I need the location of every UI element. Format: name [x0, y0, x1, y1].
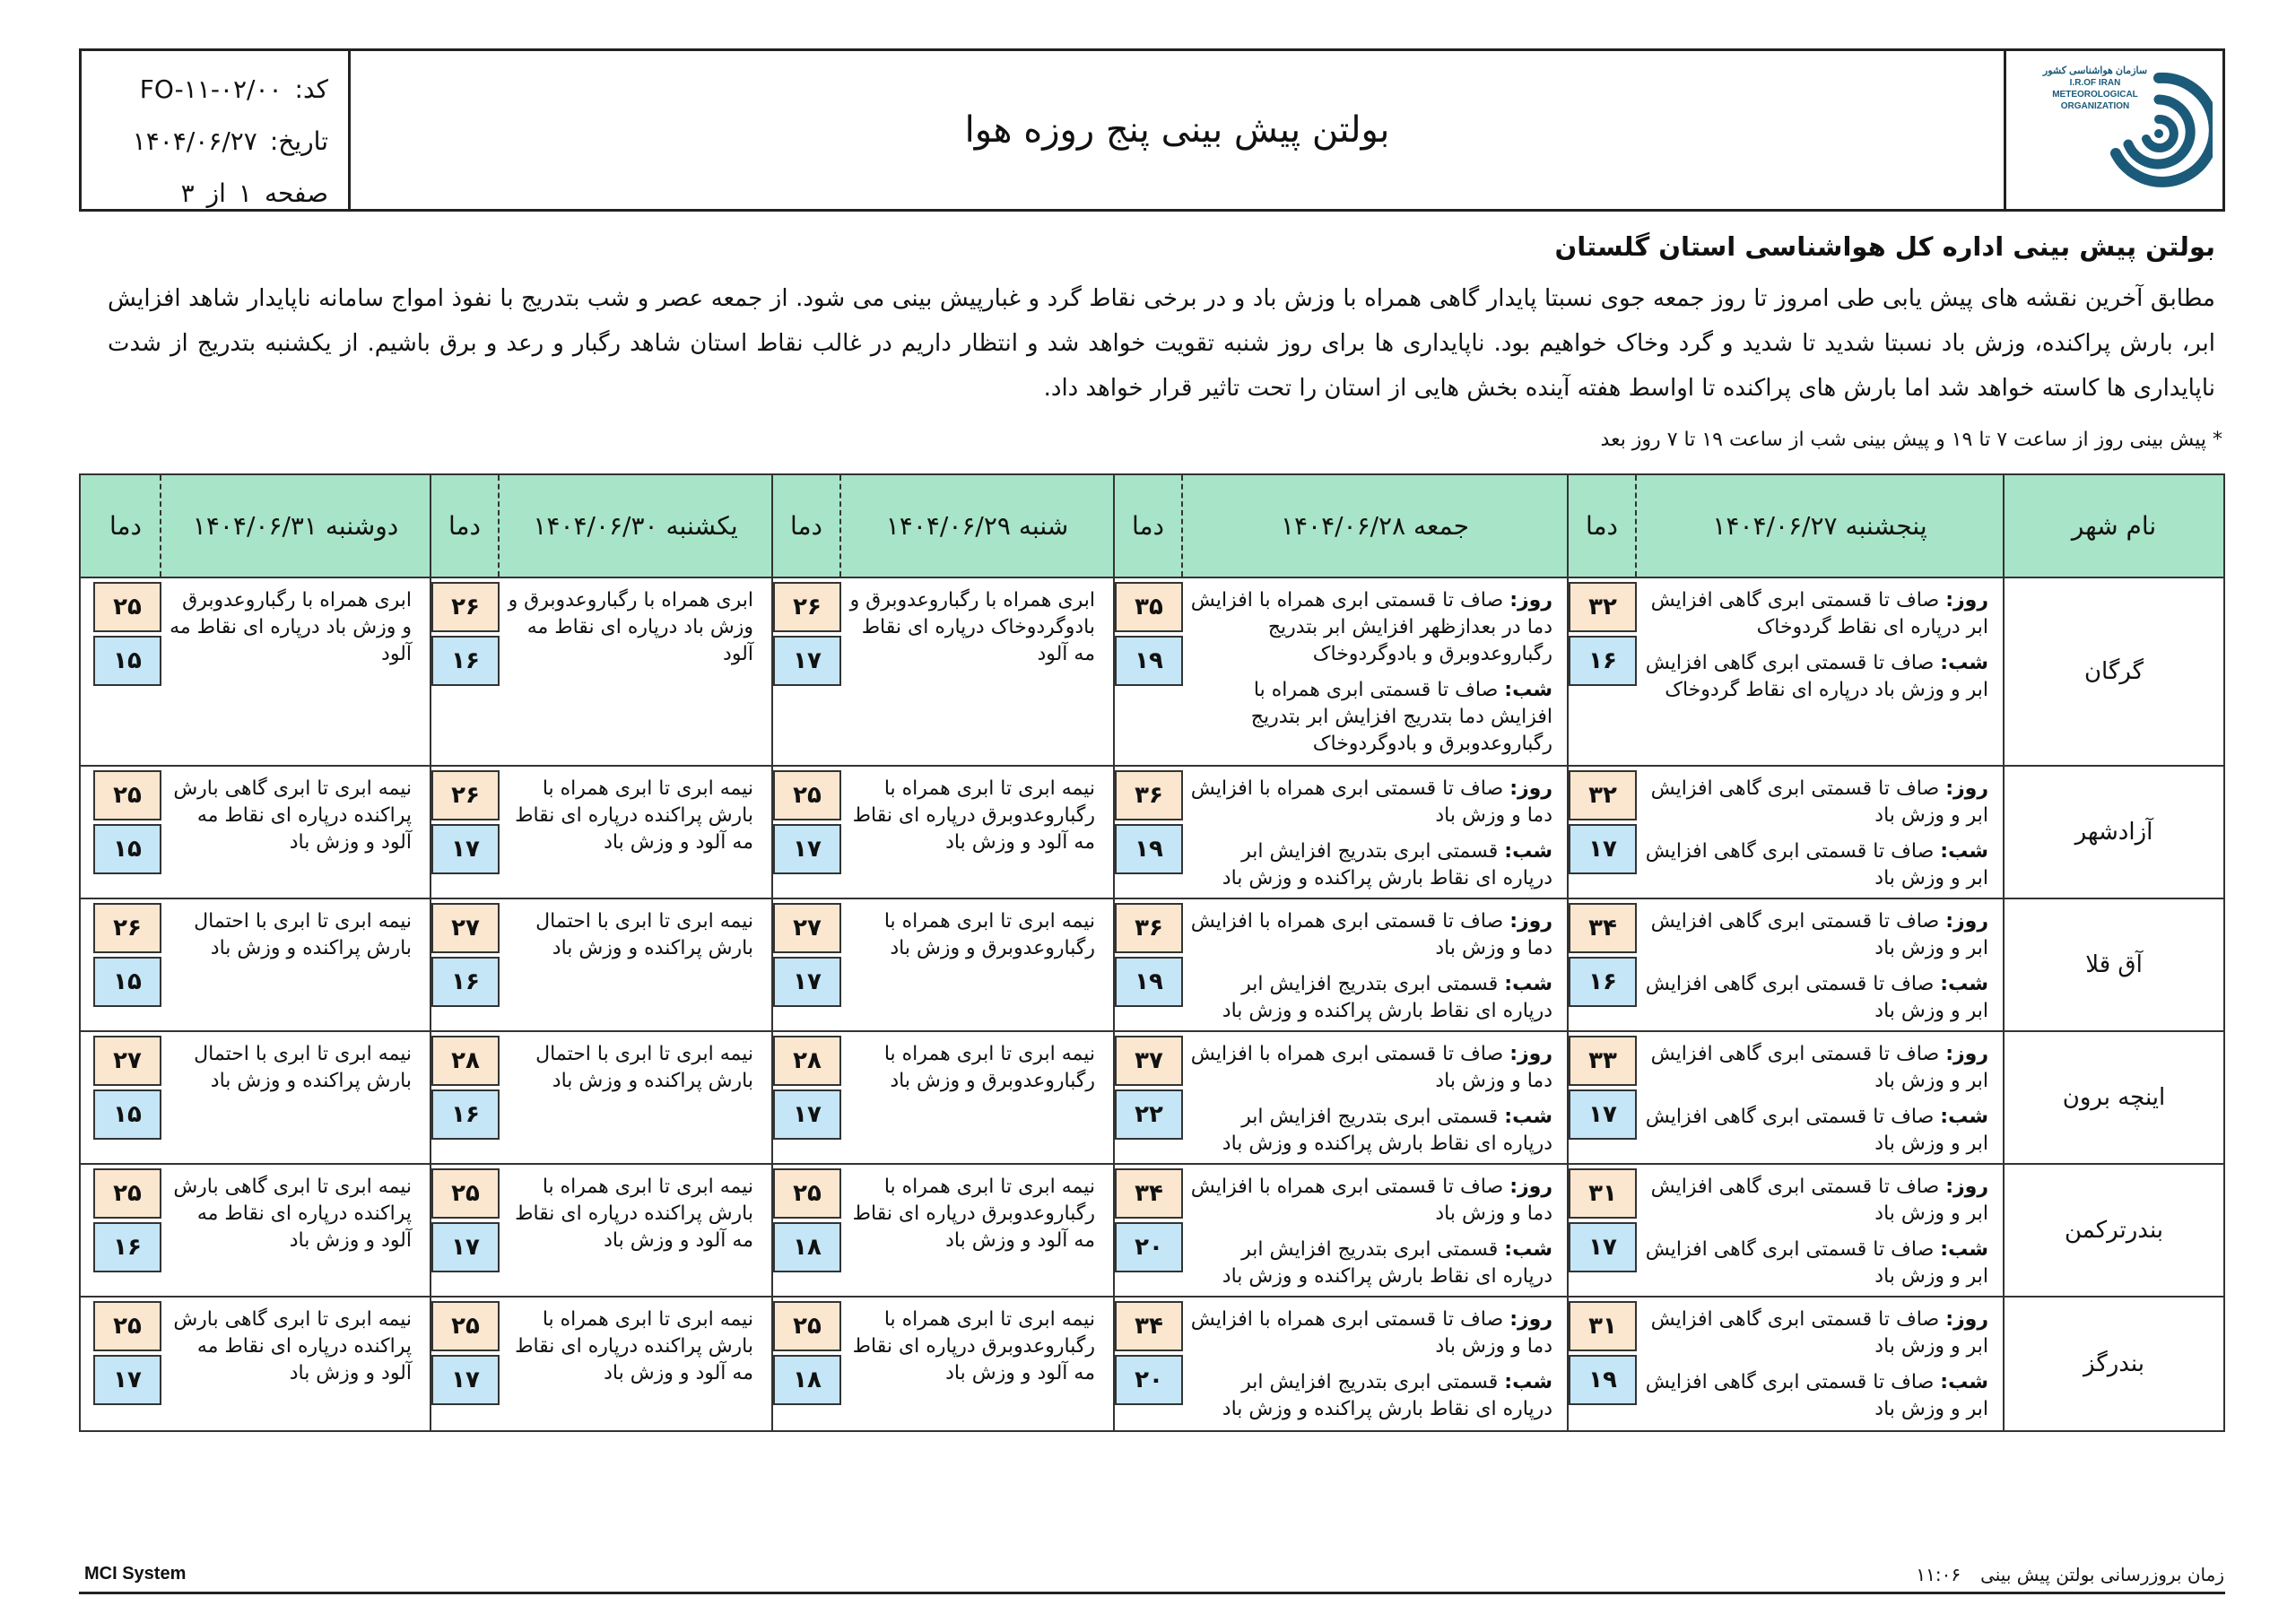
night-label: شب: — [1940, 1106, 1988, 1128]
temp-cell-day-2 — [1113, 1032, 1183, 1163]
max-temp: ۲۸ — [773, 1036, 841, 1086]
table-row — [81, 578, 2223, 767]
min-temp: ۱۷ — [1569, 824, 1637, 874]
max-temp: ۲۶ — [431, 582, 500, 632]
day-forecast — [1644, 1306, 1988, 1360]
forecast-summary — [108, 231, 2215, 411]
night-forecast — [1190, 838, 1552, 892]
temp-cell-day-2 — [1113, 767, 1183, 898]
code-row — [82, 64, 328, 116]
day-label: روز: — [1945, 910, 1988, 933]
day-label: روز: — [1945, 589, 1988, 612]
update-time: ۱۱:۰۶ — [1916, 1564, 1961, 1585]
min-temp: ۱۸ — [773, 1355, 841, 1405]
night-forecast — [1644, 1369, 1988, 1423]
day-forecast-text: صاف تا قسمتی ابری گاهی افزایش ابر و وزش باد — [1650, 1176, 1988, 1225]
city-name: گرگان — [2003, 578, 2223, 765]
night-forecast — [1644, 838, 1988, 892]
forecast-day-2 — [1183, 767, 1567, 898]
night-forecast-text: قسمتی ابری بتدریج افزایش ابر درپاره ای نقاط بارش پراکنده و وزش باد — [1222, 973, 1552, 1022]
temp-cell-day-3 — [771, 899, 841, 1030]
night-forecast-text: قسمتی ابری بتدریج افزایش ابر درپاره ای نقاط بارش پراکنده و وزش باد — [1222, 840, 1552, 890]
table-row — [81, 899, 2223, 1032]
min-temp: ۱۷ — [773, 824, 841, 874]
logo-line-2: METEOROLOGICAL — [2052, 90, 2138, 100]
min-temp: ۱۹ — [1115, 636, 1183, 686]
night-forecast — [1644, 1104, 1988, 1158]
temp-2-header: دما — [1113, 475, 1183, 577]
max-temp: ۳۴ — [1569, 903, 1637, 953]
forecast-day-2 — [1183, 1165, 1567, 1296]
forecast-day-2 — [1183, 1032, 1567, 1163]
temp-cell-day-1 — [1567, 767, 1637, 898]
forecast-day-4 — [500, 1165, 771, 1296]
day-1-header: پنجشنبه ۱۴۰۴/۰۶/۲۷ — [1712, 511, 1927, 541]
forecast-text: نیمه ابری تا ابری با احتمال بارش پراکنده و وزش باد — [535, 1043, 753, 1092]
forecast-day-1 — [1637, 899, 2003, 1030]
night-forecast-text: صاف تا قسمتی ابری گاهی افزایش ابر و وزش باد — [1645, 1238, 1988, 1288]
min-temp: ۱۶ — [1569, 957, 1637, 1007]
night-forecast-text: صاف تا قسمتی ابری گاهی افزایش ابر و وزش باد درپاره ای نقاط گردوخاک — [1645, 652, 1988, 701]
bulletin-header — [79, 48, 2225, 212]
city-column-header: نام شهر — [2003, 475, 2223, 577]
city-name: آزادشهر — [2003, 767, 2223, 898]
summary-text: مطابق آخرین نقشه های پیش یابی طی امروز تا روز جمعه جوی نسبتا پایدار گاهی همراه با وزش باد و در برخی نقاط گرد و غبارپیش بینی می شود. از جمعه عصر و شب بتدریج با نفوذ امواج سامانه ناپایدار شاهد افزایش ابر، بارش پراکنده، وزش باد نسبتا شدید تا شدید و گرد وخاک خواهیم بود. ناپایداری ها برای روز شنبه تقویت خواهد شد و انتظار داریم در غالب نقاط استان شاهد رگبار و رعد و برق باشیم. از یکشنبه بتدریج از شدت ناپایداری ها کاسته خواهد شد اما بارش های پراکنده تا اواسط هفته آینده بخش هایی از استان را تحت تاثیر قرار خواهد داد. — [108, 285, 2215, 402]
forecast-day-2 — [1183, 899, 1567, 1030]
temp-cell-day-2 — [1113, 1298, 1183, 1430]
night-label: شب: — [1504, 679, 1552, 701]
night-label: شب: — [1504, 973, 1552, 995]
max-temp: ۲۵ — [431, 1168, 500, 1219]
min-temp: ۱۵ — [93, 824, 161, 874]
forecast-text: نیمه ابری تا ابری با احتمال بارش پراکنده و وزش باد — [194, 1043, 412, 1092]
forecast-day-5 — [161, 1032, 430, 1163]
day-label: روز: — [1945, 1043, 1988, 1065]
day-label: روز: — [1509, 777, 1552, 800]
system-name: MCI System — [84, 1564, 187, 1584]
min-temp: ۱۸ — [773, 1222, 841, 1272]
night-forecast — [1190, 1237, 1552, 1290]
forecast-day-5 — [161, 1165, 430, 1296]
temp-cell-day-1 — [1567, 1032, 1637, 1163]
day-forecast-text: صاف تا قسمتی ابری همراه با افزایش دما و وزش باد — [1190, 777, 1552, 827]
max-temp: ۳۷ — [1115, 1036, 1183, 1086]
update-info — [1916, 1564, 2224, 1585]
max-temp: ۳۳ — [1569, 1036, 1637, 1086]
table-header-row — [81, 475, 2223, 578]
day-forecast-text: صاف تا قسمتی ابری همراه با افزایش دما و وزش باد — [1190, 910, 1552, 959]
night-forecast-text: قسمتی ابری بتدریج افزایش ابر درپاره ای نقاط بارش پراکنده و وزش باد — [1222, 1238, 1552, 1288]
forecast-day-4 — [500, 1298, 771, 1430]
day-forecast-text: صاف تا قسمتی ابری گاهی افزایش ابر و وزش باد — [1650, 1308, 1988, 1358]
organization-logo — [2004, 51, 2222, 209]
min-temp: ۱۶ — [1569, 636, 1637, 686]
max-temp: ۳۶ — [1115, 770, 1183, 820]
code-value: FO-۱۱-۰۲/۰۰ — [139, 74, 283, 104]
day-forecast — [1644, 1174, 1988, 1228]
day-forecast-text: صاف تا قسمتی ابری همراه با افزایش دما و وزش باد — [1190, 1043, 1552, 1092]
day-label: روز: — [1509, 1176, 1552, 1198]
forecast-day-3 — [841, 1298, 1113, 1430]
night-forecast-text: صاف تا قسمتی ابری گاهی افزایش ابر و وزش باد — [1645, 973, 1988, 1022]
temp-cell-day-3 — [771, 1298, 841, 1430]
max-temp: ۲۵ — [773, 1168, 841, 1219]
table-row — [81, 1165, 2223, 1298]
temp-cell-day-5 — [91, 1298, 161, 1430]
temp-cell-day-4 — [430, 767, 500, 898]
forecast-day-3 — [841, 578, 1113, 765]
date-row — [82, 116, 328, 168]
temp-cell-day-3 — [771, 578, 841, 765]
day-forecast-text: صاف تا قسمتی ابری گاهی افزایش ابر و وزش باد — [1650, 1043, 1988, 1092]
day-label: روز: — [1509, 1308, 1552, 1331]
page-title: بولتن پیش بینی پنج روزه هوا — [964, 109, 1390, 151]
logo-persian-name: سازمان هواشناسی کشور — [2042, 65, 2148, 76]
forecast-table — [79, 473, 2225, 1432]
min-temp: ۱۷ — [1569, 1222, 1637, 1272]
day-forecast-text: صاف تا قسمتی ابری گاهی افزایش ابر درپاره ای نقاط گردوخاک — [1650, 589, 1988, 638]
night-forecast — [1644, 971, 1988, 1025]
night-label: شب: — [1940, 973, 1988, 995]
night-forecast — [1190, 1104, 1552, 1158]
forecast-text: نیمه ابری تا ابری گاهی بارش پراکنده درپاره ای نقاط مه آلود و وزش باد — [173, 1176, 412, 1252]
temp-cell-day-5 — [91, 899, 161, 1030]
max-temp: ۲۷ — [93, 1036, 161, 1086]
forecast-day-3 — [841, 899, 1113, 1030]
night-label: شب: — [1504, 1238, 1552, 1261]
forecast-text: نیمه ابری تا ابری همراه با رگباروعدوبرق درپاره ای نقاط مه آلود و وزش باد — [852, 1176, 1095, 1252]
night-label: شب: — [1940, 652, 1988, 674]
forecast-text: ابری همراه با رگباروعدوبرق و وزش باد درپاره ای نقاط مه آلود — [508, 589, 753, 665]
min-temp: ۱۷ — [1569, 1089, 1637, 1140]
table-row — [81, 1298, 2223, 1430]
night-forecast — [1644, 650, 1988, 704]
forecast-text: نیمه ابری تا ابری همراه با رگباروعدوبرق و وزش باد — [883, 1043, 1095, 1092]
page-of-label: از — [206, 178, 226, 208]
forecast-day-1 — [1637, 1298, 2003, 1430]
min-temp: ۱۵ — [93, 636, 161, 686]
temp-5-header: دما — [91, 475, 161, 577]
temp-cell-day-2 — [1113, 1165, 1183, 1296]
night-forecast-text: قسمتی ابری بتدریج افزایش ابر درپاره ای نقاط بارش پراکنده و وزش باد — [1222, 1371, 1552, 1420]
day-4-header: یکشنبه ۱۴۰۴/۰۶/۳۰ — [533, 511, 738, 541]
city-name: بندرترکمن — [2003, 1165, 2223, 1296]
page-row — [82, 168, 328, 220]
forecast-time-note: * پیش بینی روز از ساعت ۷ تا ۱۹ و پیش بینی شب از ساعت ۱۹ تا ۷ روز بعد — [1600, 429, 2222, 451]
min-temp: ۲۰ — [1115, 1355, 1183, 1405]
max-temp: ۲۵ — [93, 1168, 161, 1219]
night-label: شب: — [1504, 840, 1552, 863]
min-temp: ۲۰ — [1115, 1222, 1183, 1272]
forecast-text: نیمه ابری تا ابری همراه با رگباروعدوبرق و وزش باد — [883, 910, 1095, 959]
date-value: ۱۴۰۴/۰۶/۲۷ — [132, 126, 257, 156]
day-forecast — [1190, 587, 1552, 668]
page-label: صفحه — [264, 178, 328, 208]
logo-line-3: ORGANIZATION — [2060, 101, 2130, 111]
spiral-logo-icon — [2105, 67, 2213, 202]
min-temp: ۱۷ — [431, 1222, 500, 1272]
day-3-header: شنبه ۱۴۰۴/۰۶/۲۹ — [885, 511, 1069, 541]
temp-cell-day-2 — [1113, 899, 1183, 1030]
logo-line-1: I.R.OF IRAN — [2069, 78, 2121, 88]
forecast-day-1 — [1637, 578, 2003, 765]
night-label: شب: — [1940, 1371, 1988, 1393]
day-forecast — [1190, 1306, 1552, 1360]
forecast-text: ابری همراه با رگباروعدوبرق و بادوگردوخاک درپاره ای نقاط مه آلود — [849, 589, 1095, 665]
forecast-day-2 — [1183, 1298, 1567, 1430]
table-body — [81, 578, 2223, 1430]
max-temp: ۲۸ — [431, 1036, 500, 1086]
max-temp: ۲۵ — [93, 1301, 161, 1351]
day-forecast-text: صاف تا قسمتی ابری همراه با افزایش دما در بعدازظهر افزایش ابر بتدریج رگباروعدوبرق و بادوگردوخاک — [1190, 589, 1552, 665]
min-temp: ۱۶ — [431, 957, 500, 1007]
day-label: روز: — [1945, 777, 1988, 800]
night-forecast-text: قسمتی ابری بتدریج افزایش ابر درپاره ای نقاط بارش پراکنده و وزش باد — [1222, 1106, 1552, 1155]
min-temp: ۲۲ — [1115, 1089, 1183, 1140]
forecast-text: نیمه ابری تا ابری گاهی بارش پراکنده درپاره ای نقاط مه آلود و وزش باد — [173, 777, 412, 854]
night-forecast — [1644, 1237, 1988, 1290]
night-forecast — [1190, 971, 1552, 1025]
temp-cell-day-1 — [1567, 1298, 1637, 1430]
document-meta — [82, 51, 351, 209]
temp-cell-day-3 — [771, 767, 841, 898]
max-temp: ۲۶ — [431, 770, 500, 820]
temp-cell-day-5 — [91, 767, 161, 898]
day-forecast — [1190, 1041, 1552, 1095]
page-current: ۱ — [238, 178, 252, 208]
summary-heading: بولتن پیش بینی اداره کل هواشناسی استان گلستان — [1554, 231, 2215, 262]
min-temp: ۱۵ — [93, 1089, 161, 1140]
temp-cell-day-1 — [1567, 578, 1637, 765]
temp-cell-day-5 — [91, 1165, 161, 1296]
forecast-text: نیمه ابری تا ابری همراه با رگباروعدوبرق درپاره ای نقاط مه آلود و وزش باد — [852, 1308, 1095, 1384]
forecast-text: نیمه ابری تا ابری همراه با بارش پراکنده درپاره ای نقاط مه آلود و وزش باد — [515, 777, 753, 854]
forecast-day-4 — [500, 1032, 771, 1163]
temp-cell-day-5 — [91, 578, 161, 765]
forecast-text: نیمه ابری تا ابری با احتمال بارش پراکنده و وزش باد — [194, 910, 412, 959]
day-label: روز: — [1509, 589, 1552, 612]
max-temp: ۳۶ — [1115, 903, 1183, 953]
night-forecast — [1190, 677, 1552, 758]
temp-cell-day-2 — [1113, 578, 1183, 765]
temp-3-header: دما — [771, 475, 841, 577]
forecast-day-4 — [500, 899, 771, 1030]
forecast-text: نیمه ابری تا ابری گاهی بارش پراکنده درپاره ای نقاط مه آلود و وزش باد — [173, 1308, 412, 1384]
night-forecast-text: صاف تا قسمتی ابری گاهی افزایش ابر و وزش باد — [1645, 840, 1988, 890]
night-forecast — [1190, 1369, 1552, 1423]
forecast-day-1 — [1637, 767, 2003, 898]
temp-cell-day-4 — [430, 899, 500, 1030]
night-forecast-text: صاف تا قسمتی ابری گاهی افزایش ابر و وزش باد — [1645, 1371, 1988, 1420]
forecast-day-1 — [1637, 1032, 2003, 1163]
max-temp: ۳۱ — [1569, 1168, 1637, 1219]
max-temp: ۲۶ — [93, 903, 161, 953]
min-temp: ۱۹ — [1115, 824, 1183, 874]
min-temp: ۱۷ — [773, 636, 841, 686]
day-label: روز: — [1945, 1308, 1988, 1331]
min-temp: ۱۷ — [431, 1355, 500, 1405]
day-label: روز: — [1509, 1043, 1552, 1065]
forecast-day-4 — [500, 578, 771, 765]
update-label: زمان بروزرسانی بولتن پیش بینی — [1980, 1564, 2224, 1585]
forecast-text: نیمه ابری تا ابری همراه با بارش پراکنده درپاره ای نقاط مه آلود و وزش باد — [515, 1308, 753, 1384]
code-label: کد: — [294, 74, 328, 104]
min-temp: ۱۷ — [773, 957, 841, 1007]
day-label: روز: — [1509, 910, 1552, 933]
forecast-day-3 — [841, 1165, 1113, 1296]
forecast-text: نیمه ابری تا ابری همراه با رگباروعدوبرق درپاره ای نقاط مه آلود و وزش باد — [852, 777, 1095, 854]
temp-cell-day-4 — [430, 1165, 500, 1296]
day-5-header: دوشنبه ۱۴۰۴/۰۶/۳۱ — [192, 511, 399, 541]
night-label: شب: — [1940, 1238, 1988, 1261]
forecast-day-5 — [161, 767, 430, 898]
temp-cell-day-5 — [91, 1032, 161, 1163]
max-temp: ۲۵ — [773, 1301, 841, 1351]
day-forecast-text: صاف تا قسمتی ابری همراه با افزایش دما و وزش باد — [1190, 1176, 1552, 1225]
night-forecast-text: صاف تا قسمتی ابری گاهی افزایش ابر و وزش باد — [1645, 1106, 1988, 1155]
forecast-day-3 — [841, 767, 1113, 898]
night-label: شب: — [1940, 840, 1988, 863]
city-name: آق قلا — [2003, 899, 2223, 1030]
forecast-day-1 — [1637, 1165, 2003, 1296]
forecast-day-5 — [161, 578, 430, 765]
forecast-day-5 — [161, 899, 430, 1030]
temp-cell-day-4 — [430, 1032, 500, 1163]
night-forecast-text: صاف تا قسمتی ابری همراه با افزایش دما بتدریج افزایش ابر بتدریج رگباروعدوبرق و بادوگردوخاک — [1250, 679, 1552, 755]
table-row — [81, 1032, 2223, 1165]
forecast-text: نیمه ابری تا ابری همراه با بارش پراکنده درپاره ای نقاط مه آلود و وزش باد — [515, 1176, 753, 1252]
day-forecast — [1190, 1174, 1552, 1228]
day-forecast-text: صاف تا قسمتی ابری گاهی افزایش ابر و وزش باد — [1650, 777, 1988, 827]
max-temp: ۳۲ — [1569, 770, 1637, 820]
min-temp: ۱۷ — [773, 1089, 841, 1140]
forecast-text: نیمه ابری تا ابری با احتمال بارش پراکنده و وزش باد — [535, 910, 753, 959]
max-temp: ۲۶ — [773, 582, 841, 632]
forecast-day-4 — [500, 767, 771, 898]
temp-cell-day-4 — [430, 1298, 500, 1430]
footer-divider — [79, 1592, 2225, 1594]
temp-4-header: دما — [430, 475, 500, 577]
temp-cell-day-1 — [1567, 899, 1637, 1030]
min-temp: ۱۶ — [93, 1222, 161, 1272]
forecast-day-3 — [841, 1032, 1113, 1163]
night-label: شب: — [1504, 1371, 1552, 1393]
day-forecast — [1644, 776, 1988, 829]
page-total: ۳ — [180, 178, 195, 208]
day-forecast — [1644, 908, 1988, 962]
forecast-text: ابری همراه با رگباروعدوبرق و وزش باد درپاره ای نقاط مه آلود — [170, 589, 412, 665]
min-temp: ۱۵ — [93, 957, 161, 1007]
max-temp: ۲۷ — [773, 903, 841, 953]
max-temp: ۳۱ — [1569, 1301, 1637, 1351]
day-label: روز: — [1945, 1176, 1988, 1198]
city-name: بندرگز — [2003, 1298, 2223, 1430]
min-temp: ۱۶ — [431, 636, 500, 686]
day-forecast — [1190, 776, 1552, 829]
day-forecast — [1644, 587, 1988, 641]
max-temp: ۲۵ — [93, 770, 161, 820]
max-temp: ۲۵ — [773, 770, 841, 820]
date-label: تاریخ: — [269, 126, 328, 156]
day-forecast — [1190, 908, 1552, 962]
temp-cell-day-4 — [430, 578, 500, 765]
min-temp: ۱۷ — [431, 824, 500, 874]
temp-cell-day-1 — [1567, 1165, 1637, 1296]
temp-cell-day-3 — [771, 1032, 841, 1163]
min-temp: ۱۹ — [1569, 1355, 1637, 1405]
temp-1-header: دما — [1567, 475, 1637, 577]
min-temp: ۱۷ — [93, 1355, 161, 1405]
city-name: اینچه برون — [2003, 1032, 2223, 1163]
max-temp: ۳۲ — [1569, 582, 1637, 632]
max-temp: ۲۵ — [93, 582, 161, 632]
forecast-day-2 — [1183, 578, 1567, 765]
min-temp: ۱۶ — [431, 1089, 500, 1140]
max-temp: ۲۷ — [431, 903, 500, 953]
day-forecast-text: صاف تا قسمتی ابری گاهی افزایش ابر و وزش باد — [1650, 910, 1988, 959]
forecast-day-5 — [161, 1298, 430, 1430]
day-forecast — [1644, 1041, 1988, 1095]
max-temp: ۳۵ — [1115, 582, 1183, 632]
temp-cell-day-3 — [771, 1165, 841, 1296]
day-forecast-text: صاف تا قسمتی ابری همراه با افزایش دما و وزش باد — [1190, 1308, 1552, 1358]
table-row — [81, 767, 2223, 899]
night-label: شب: — [1504, 1106, 1552, 1128]
day-2-header: جمعه ۱۴۰۴/۰۶/۲۸ — [1280, 511, 1470, 541]
max-temp: ۲۵ — [431, 1301, 500, 1351]
min-temp: ۱۹ — [1115, 957, 1183, 1007]
max-temp: ۳۴ — [1115, 1168, 1183, 1219]
max-temp: ۳۴ — [1115, 1301, 1183, 1351]
